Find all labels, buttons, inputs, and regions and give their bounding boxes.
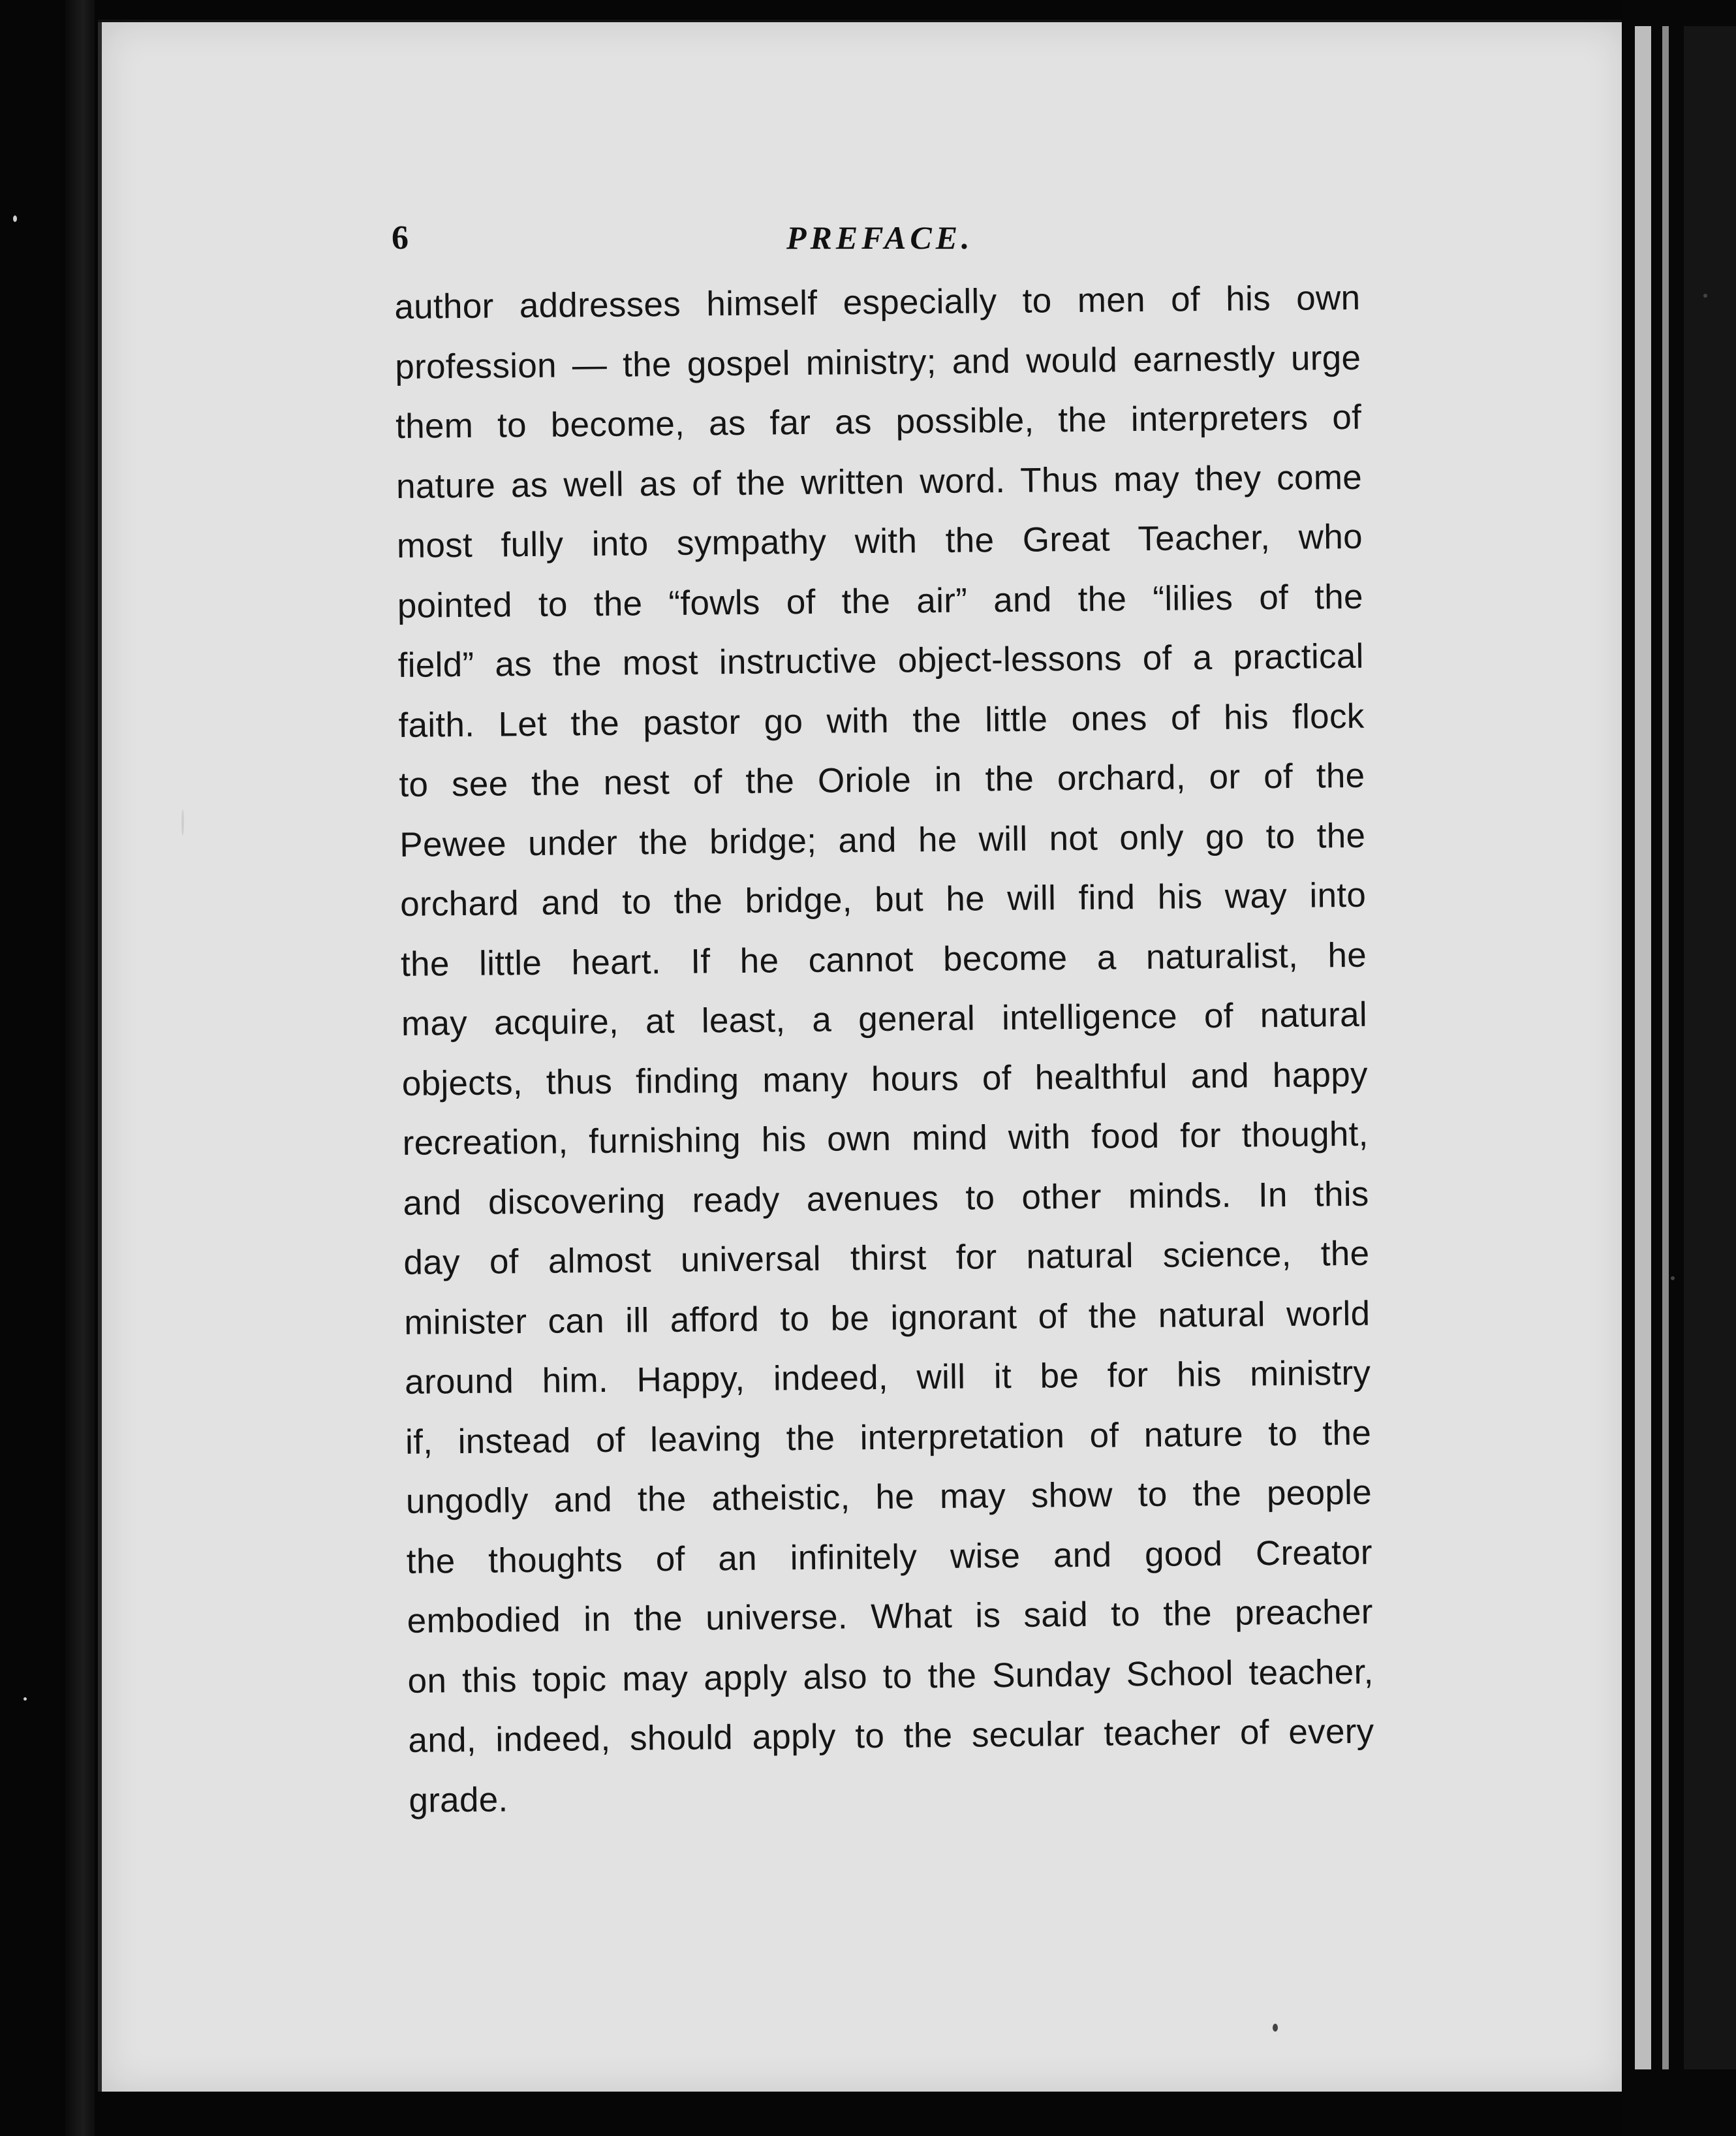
text-line: field” as the most instructive object-lessons of a practical (397, 636, 1364, 685)
body-paragraph (394, 268, 1375, 1830)
text-line: minister can ill afford to be ignorant of the natural world (404, 1294, 1371, 1342)
text-line: day of almost universal thirst for natural science, the (403, 1234, 1370, 1282)
text-line: ungodly and the atheistic, he may show to the people (405, 1473, 1372, 1521)
text-line: Pewee under the bridge; and he will not only go to the (399, 816, 1366, 864)
text-line: objects, thus finding many hours of healthful and happy (401, 1055, 1369, 1103)
text-line: around him. Happy, indeed, will it be for his ministry (404, 1353, 1371, 1402)
text-line: orchard and to the bridge, but he will find his way into (399, 875, 1367, 924)
running-head (392, 219, 1371, 264)
running-title: PREFACE. (786, 219, 974, 256)
next-page-shadow (1684, 26, 1736, 2069)
text-line: the little heart. If he cannot become a naturalist, he (400, 935, 1367, 984)
adjacent-page-edges (1622, 0, 1736, 2136)
text-line: if, instead of leaving the interpretation of nature to the (405, 1413, 1372, 1462)
text-line: on this topic may apply also to the Sunday School teacher, (407, 1652, 1374, 1701)
text-line: them to become, as far as possible, the interpreters of (395, 398, 1362, 446)
adjacent-page-edge-secondary (1662, 26, 1669, 2069)
text-line: to see the nest of the Oriole in the orchard, or of the (399, 756, 1365, 804)
text-line: may acquire, at least, a general intelligence of natural (401, 995, 1368, 1043)
scan-speck (1703, 294, 1707, 298)
page-top-edge (98, 20, 1622, 22)
text-line: author addresses himself especially to men of his own (394, 278, 1361, 326)
adjacent-page-edge (1635, 26, 1651, 2069)
text-line: the thoughts of an infinitely wise and good Creator (406, 1533, 1373, 1581)
scan-speck (1273, 2024, 1278, 2032)
text-line: recreation, furnishing his own mind with food for thought, (402, 1114, 1369, 1163)
text-line: pointed to the “fowls of the air” and the “lilies of the (397, 577, 1364, 625)
text-line: most fully into sympathy with the Great Teacher, who (396, 517, 1363, 565)
text-line: faith. Let the pastor go with the little ones of his flock (398, 697, 1365, 745)
text-line: nature as well as of the written word. Thus may they come (395, 458, 1363, 506)
left-binding-shadow (65, 0, 95, 2136)
text-line: and, indeed, should apply to the secular teacher of every (408, 1712, 1374, 1760)
text-line: embodied in the universe. What is said to the preacher (407, 1592, 1373, 1641)
scan-speck (181, 809, 184, 836)
text-line: and discovering ready avenues to other minds. In this (403, 1174, 1369, 1223)
scan-speck (23, 1697, 27, 1701)
scan-speck (13, 215, 17, 222)
text-line: grade. (409, 1780, 508, 1820)
page-number: 6 (392, 219, 409, 257)
scan-speck (1671, 1276, 1675, 1280)
text-line: profession — the gospel ministry; and would earnestly urge (395, 338, 1361, 386)
